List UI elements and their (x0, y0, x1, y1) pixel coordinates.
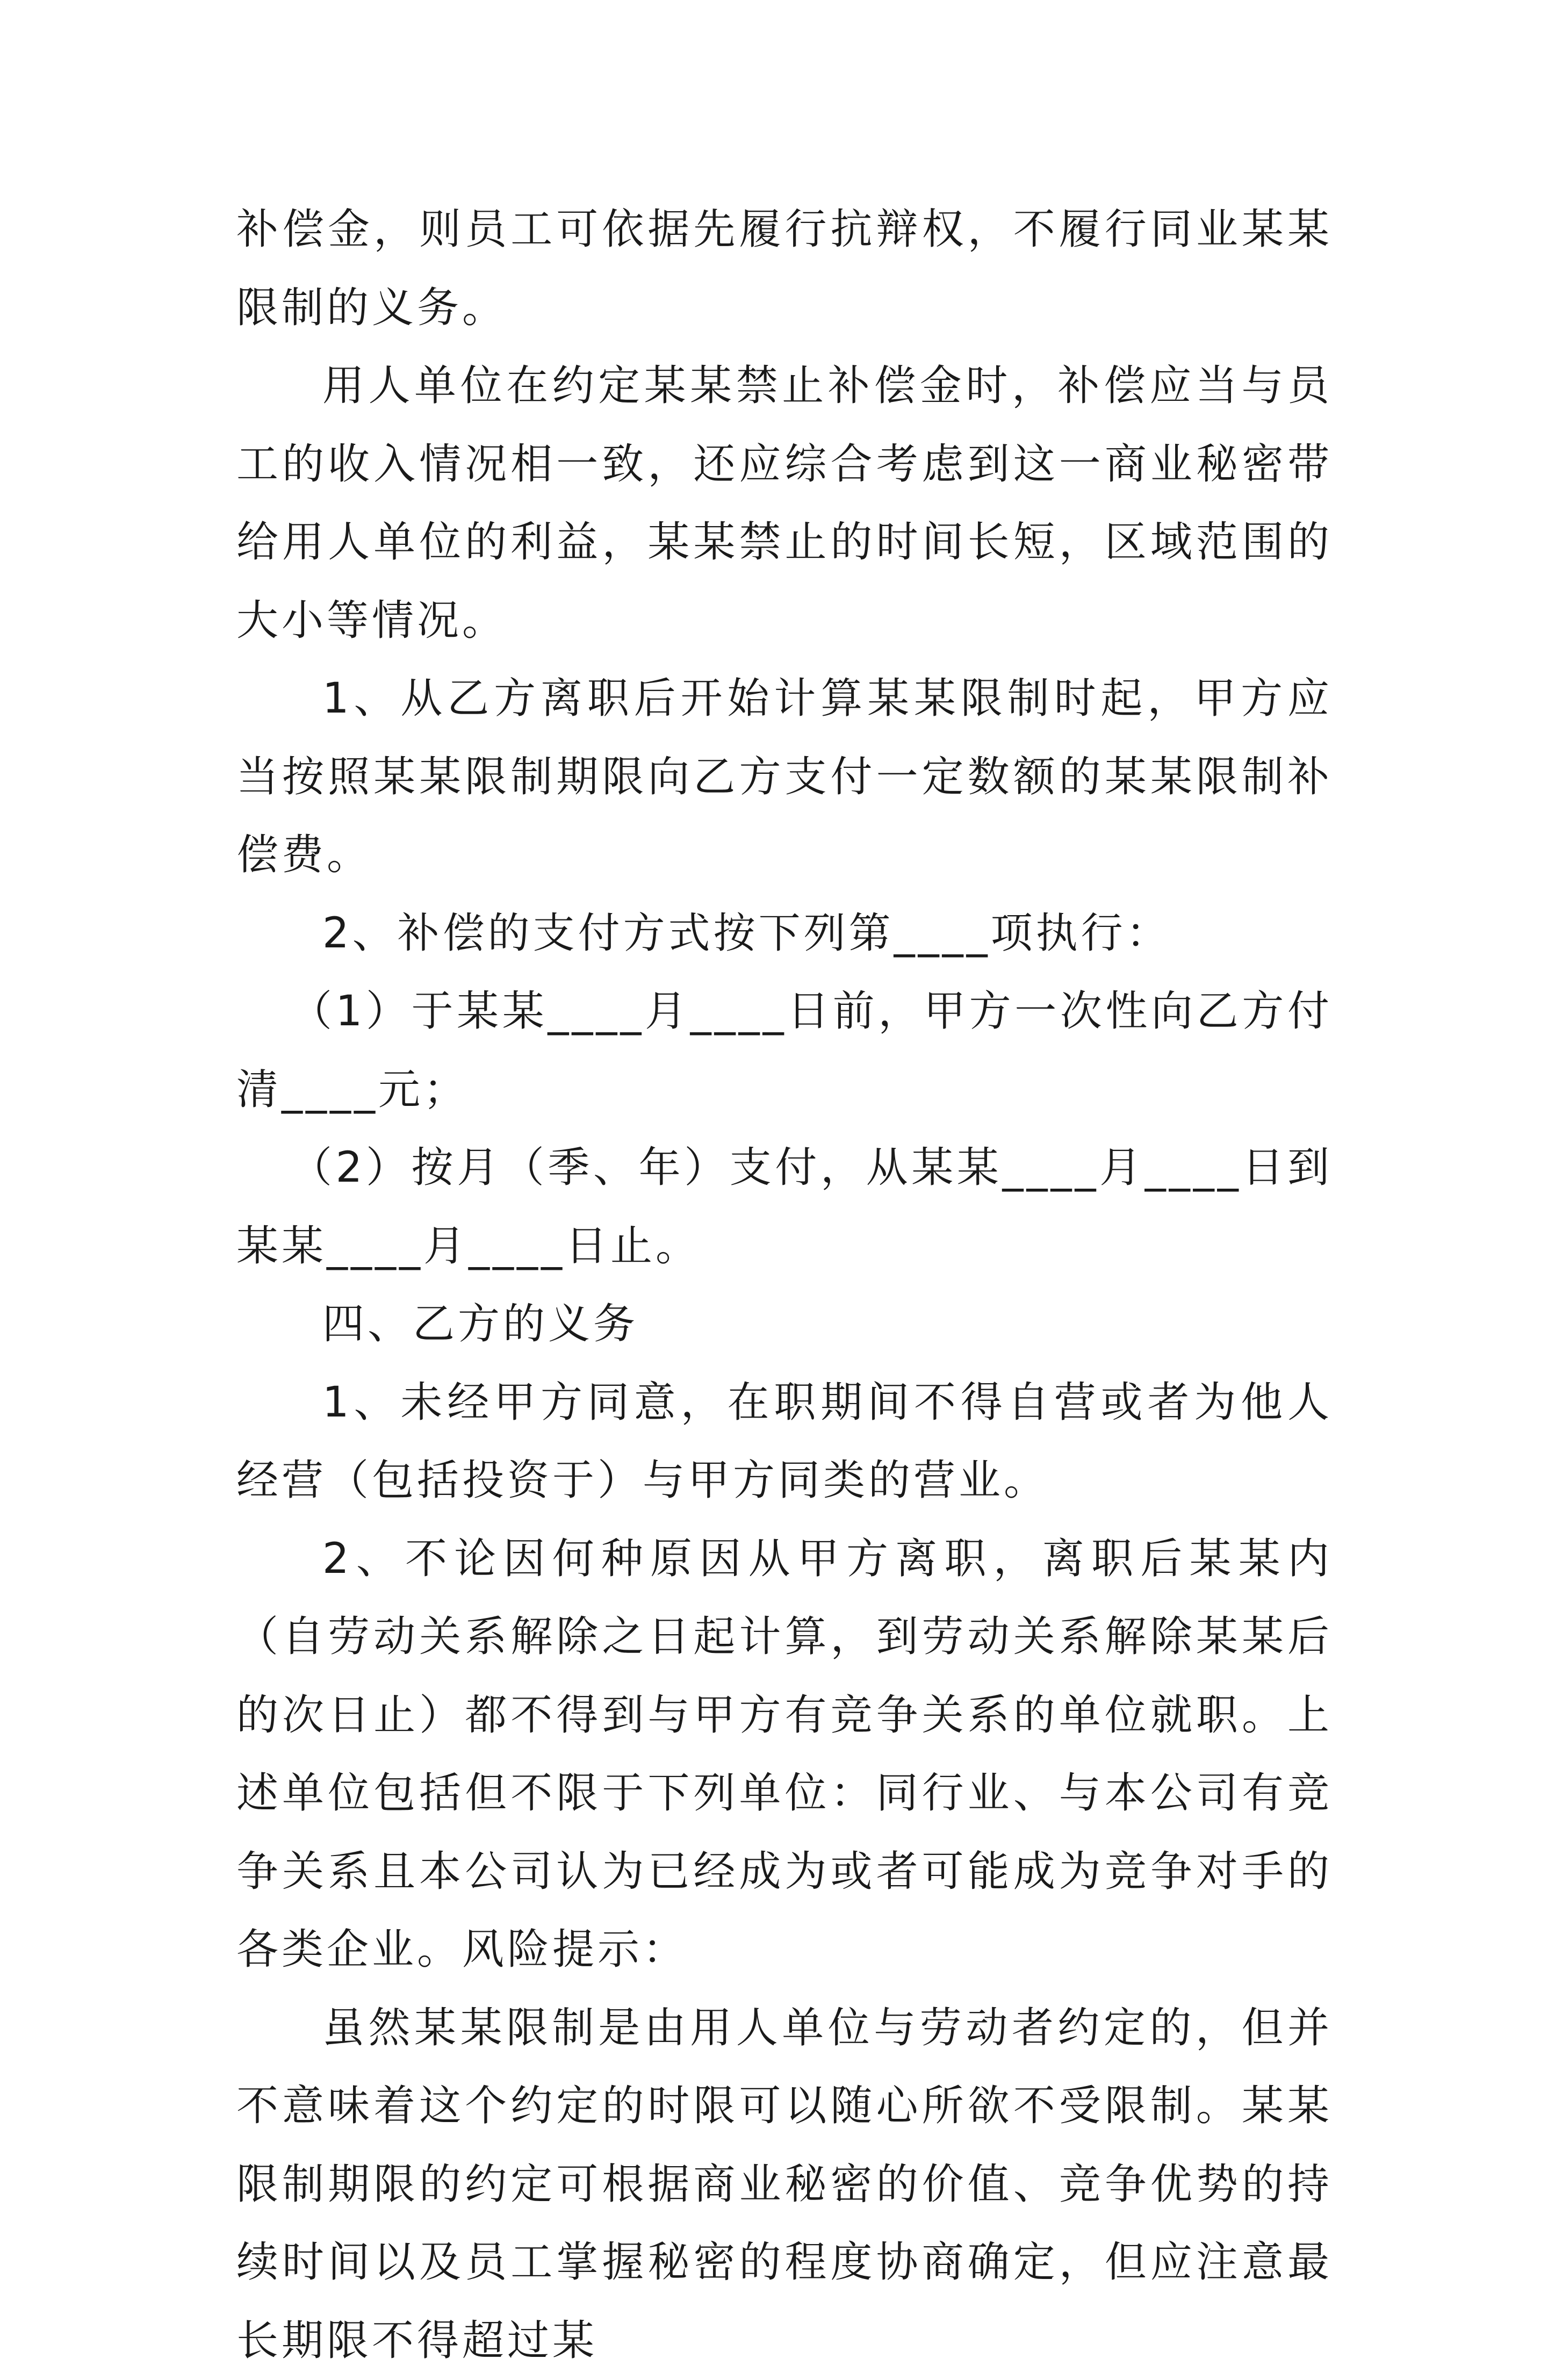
paragraph-1: 补偿金，则员工可依据先履行抗辩权，不履行同业某某限制的义务。 (236, 191, 1333, 347)
paragraph-6: （2）按月（季、年）支付，从某某____月____日到某某____月____日止。 (236, 1129, 1333, 1285)
paragraph-10: 虽然某某限制是由用人单位与劳动者约定的，但并不意味着这个约定的时限可以随心所欲不受限制。某某限制期限的约定可根据商业秘密的价值、竞争优势的持续时间以及员工掌握秘密的程度协商确定，但应注意最长期限不得超过某 (236, 1989, 1333, 2380)
paragraph-3: 1、从乙方离职后开始计算某某限制时起，甲方应当按照某某限制期限向乙方支付一定数额的某某限制补偿费。 (236, 660, 1333, 895)
paragraph-5: （1）于某某____月____日前，甲方一次性向乙方付清____元； (236, 973, 1333, 1129)
paragraph-4: 2、补偿的支付方式按下列第____项执行： (236, 895, 1333, 973)
section-heading: 四、乙方的义务 (236, 1285, 1333, 1364)
paragraph-8: 1、未经甲方同意，在职期间不得自营或者为他人经营（包括投资于）与甲方同类的营业。 (236, 1364, 1333, 1520)
paragraph-2: 用人单位在约定某某禁止补偿金时，补偿应当与员工的收入情况相一致，还应综合考虑到这一商业秘密带给用人单位的利益，某某禁止的时间长短，区域范围的大小等情况。 (236, 347, 1333, 660)
document-body (236, 191, 1333, 2380)
paragraph-9: 2、不论因何种原因从甲方离职，离职后某某内（自劳动关系解除之日起计算，到劳动关系解除某某后的次日止）都不得到与甲方有竞争关系的单位就职。上述单位包括但不限于下列单位：同行业、与本公司有竞争关系且本公司认为已经成为或者可能成为竞争对手的各类企业。风险提示： (236, 1520, 1333, 1989)
